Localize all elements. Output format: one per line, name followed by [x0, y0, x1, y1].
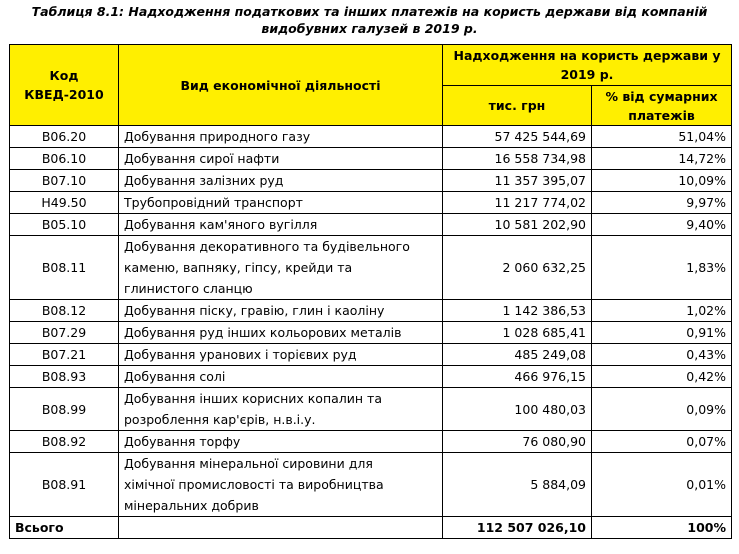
row-activity-line: Добування декоративного та будівельного	[124, 239, 410, 254]
row-amount: 10 581 202,90	[443, 214, 592, 236]
row-amount: 11 217 774,02	[443, 192, 592, 214]
row-code: B08.92	[10, 431, 119, 453]
row-share: 0,43%	[592, 344, 732, 366]
caption-line-1: Таблиця 8.1: Надходження податкових та інших платежів на користь держави від компаній	[31, 4, 708, 19]
row-share: 14,72%	[592, 148, 732, 170]
table-row	[10, 214, 732, 236]
row-share: 51,04%	[592, 126, 732, 148]
row-code: B08.91	[10, 453, 119, 517]
total-share: 100%	[592, 517, 732, 539]
table-row	[10, 192, 732, 214]
table-row	[10, 236, 732, 300]
row-activity	[119, 236, 443, 300]
table-row	[10, 453, 732, 517]
row-activity-line: Добування мінеральної сировини для	[124, 456, 373, 471]
row-share: 9,97%	[592, 192, 732, 214]
row-activity	[119, 148, 443, 170]
table-row	[10, 366, 732, 388]
row-share: 10,09%	[592, 170, 732, 192]
row-activity	[119, 126, 443, 148]
row-activity-line: глинистого сланцю	[124, 281, 253, 296]
row-activity	[119, 388, 443, 431]
row-activity	[119, 453, 443, 517]
row-activity-line: мінеральних добрив	[124, 498, 259, 513]
row-amount: 1 142 386,53	[443, 300, 592, 322]
row-activity	[119, 344, 443, 366]
row-code: B08.99	[10, 388, 119, 431]
table-caption	[0, 0, 739, 43]
row-code: B05.10	[10, 214, 119, 236]
row-activity	[119, 192, 443, 214]
table-row	[10, 344, 732, 366]
row-code: B06.20	[10, 126, 119, 148]
caption-line-2: видобувних галузей в 2019 р.	[261, 21, 478, 36]
table-row	[10, 322, 732, 344]
row-activity-line: хімічної промисловості та виробництва	[124, 477, 384, 492]
row-share: 0,07%	[592, 431, 732, 453]
table-row	[10, 300, 732, 322]
row-activity	[119, 214, 443, 236]
row-activity-line: Добування руд інших кольорових металів	[124, 325, 402, 340]
row-amount: 57 425 544,69	[443, 126, 592, 148]
row-share: 0,09%	[592, 388, 732, 431]
header-revenue: Надходження на користь держави у 2019 р.	[443, 45, 732, 86]
row-share: 0,42%	[592, 366, 732, 388]
row-activity-line: Добування торфу	[124, 434, 241, 449]
row-amount: 5 884,09	[443, 453, 592, 517]
row-amount: 16 558 734,98	[443, 148, 592, 170]
table-row	[10, 126, 732, 148]
total-empty-cell	[119, 517, 443, 539]
row-share: 0,01%	[592, 453, 732, 517]
row-code: B07.10	[10, 170, 119, 192]
total-row	[10, 517, 732, 539]
row-activity-line: Добування природного газу	[124, 129, 311, 144]
row-amount: 466 976,15	[443, 366, 592, 388]
row-amount: 76 080,90	[443, 431, 592, 453]
row-activity-line: каменю, вапняку, гіпсу, крейди та	[124, 260, 353, 275]
row-share: 1,02%	[592, 300, 732, 322]
row-activity-line: Добування уранових і торієвих руд	[124, 347, 357, 362]
table-row	[10, 148, 732, 170]
row-code: B07.21	[10, 344, 119, 366]
row-activity	[119, 322, 443, 344]
row-code: B08.11	[10, 236, 119, 300]
row-amount: 485 249,08	[443, 344, 592, 366]
row-activity	[119, 300, 443, 322]
header-code: Код КВЕД-2010	[10, 45, 119, 126]
table-row	[10, 388, 732, 431]
row-activity-line: Добування солі	[124, 369, 226, 384]
table-row	[10, 431, 732, 453]
row-share: 1,83%	[592, 236, 732, 300]
header-share: % від сумарних платежів	[592, 86, 732, 126]
row-code: H49.50	[10, 192, 119, 214]
row-share: 0,91%	[592, 322, 732, 344]
row-activity-line: Добування піску, гравію, глин і каоліну	[124, 303, 385, 318]
row-activity	[119, 366, 443, 388]
row-activity-line: Добування кам'яного вугілля	[124, 217, 318, 232]
row-amount: 100 480,03	[443, 388, 592, 431]
row-activity-line: Добування інших корисних копалин та	[124, 391, 382, 406]
row-code: B08.12	[10, 300, 119, 322]
total-amount: 112 507 026,10	[443, 517, 592, 539]
row-code: B06.10	[10, 148, 119, 170]
row-activity	[119, 170, 443, 192]
row-activity-line: Добування сирої нафти	[124, 151, 280, 166]
row-code: B08.93	[10, 366, 119, 388]
revenue-table	[9, 44, 732, 539]
table-row	[10, 170, 732, 192]
row-activity	[119, 431, 443, 453]
row-activity-line: Трубопровідний транспорт	[124, 195, 303, 210]
row-activity-line: Добування залізних руд	[124, 173, 284, 188]
row-share: 9,40%	[592, 214, 732, 236]
header-activity: Вид економічної діяльності	[119, 45, 443, 126]
row-amount: 2 060 632,25	[443, 236, 592, 300]
row-activity-line: розроблення кар'єрів, н.в.і.у.	[124, 412, 316, 427]
header-amount: тис. грн	[443, 86, 592, 126]
row-amount: 1 028 685,41	[443, 322, 592, 344]
row-amount: 11 357 395,07	[443, 170, 592, 192]
row-code: B07.29	[10, 322, 119, 344]
total-label: Всього	[10, 517, 119, 539]
